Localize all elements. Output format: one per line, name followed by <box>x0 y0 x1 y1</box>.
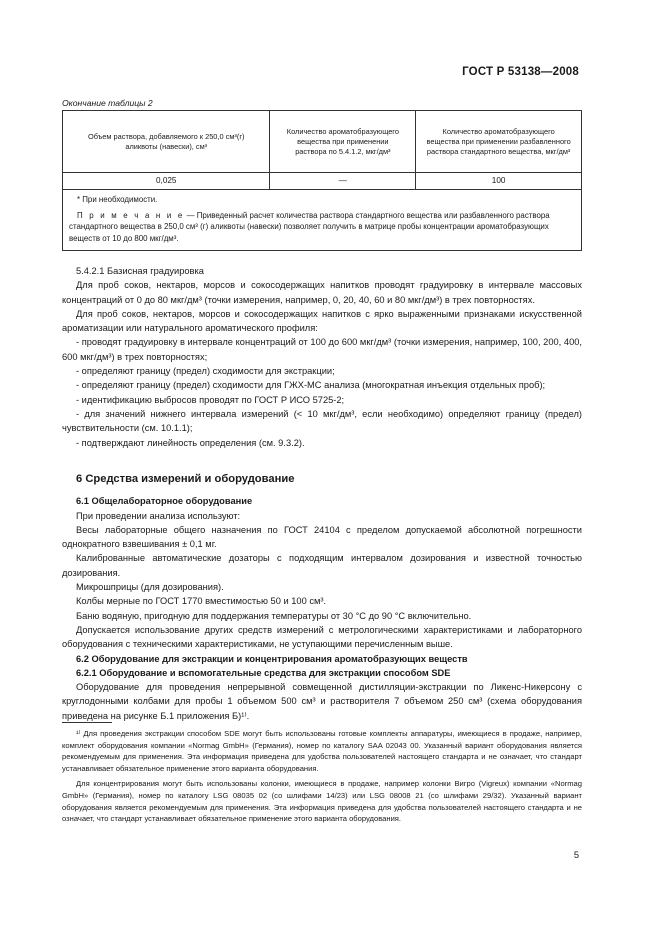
list-item: - определяют границу (предел) сходимости для экстракции; <box>76 366 335 377</box>
table-cell: 0,025 <box>63 173 270 190</box>
section-6 <box>62 472 582 723</box>
paragraph: Оборудование для проведения непрерывной совмещенной дистилляции-экстракции по Ликенс-Никерсону с круглодонными колбами для пробы 1 объемом 500 см³ и растворителя 7 объемом 250 см³ (схема оборудования приведена на рисунке Б.1 приложения Б)¹⁾. <box>62 682 582 721</box>
section-heading: 6 Средства измерений и оборудование <box>76 473 295 485</box>
table-notes <box>63 190 582 251</box>
paragraph: Для проб соков, нектаров, морсов и сокосодержащих напитков проводят градуировку в интервале массовых концентраций от 0 до 80 мкг/дм³ (точки измерения, например, 0, 20, 40, 60 и 80 мкг/дм³) в трех повторностях. <box>62 280 582 305</box>
paragraph: Калиброванные автоматические дозаторы с подходящим интервалом дозирования и известной точностью дозирования. <box>62 553 582 578</box>
table-note <box>69 210 575 245</box>
document-code: ГОСТ Р 53138—2008 <box>462 66 579 78</box>
section-5-4-2-1 <box>62 264 582 450</box>
footnote-separator <box>62 722 112 723</box>
paragraph: Допускается использование других средств измерений с метрологическими характеристиками и лабораторного оборудования с техническими характеристиками, не уступающими перечисленным выше. <box>62 624 582 650</box>
paragraph: Микрошприцы (для дозирования). <box>76 582 224 593</box>
footnotes <box>62 728 582 825</box>
list-item: - проводят градуировку в интервале концентраций от 100 до 600 мкг/дм³ (точки измерения, например, 100, 200, 400, 600 мкг/дм³) в трех повторностях; <box>62 337 582 362</box>
table-row <box>63 173 582 190</box>
column-header: Количество ароматобразующего вещества при применении раствора по 5.4.1.2, мкг/дм³ <box>270 111 416 173</box>
table-caption: Окончание таблицы 2 <box>62 98 153 108</box>
list-item: - подтверждают линейность определения (см. 9.3.2). <box>76 437 305 448</box>
paragraph: Весы лабораторные общего назначения по ГОСТ 24104 с пределом допускаемой абсолютной погрешности однократного взвешивания ± 0,1 мг. <box>62 524 582 550</box>
subsection-heading: 6.1 Общелабораторное оборудование <box>76 496 253 507</box>
note-text: — Приведенный расчет количества раствора стандартного вещества или разбавленного раствора стандартного вещества в 250,0 см³ (г) аликвоты (навески) позволяет получить в матрице пробы концентрации ароматобразующих веществ от 10 до 800 мкг/дм³. <box>69 210 550 243</box>
data-table <box>62 110 582 251</box>
list-item: - для значений нижнего интервала измерений (< 10 мкг/дм³, если необходимо) определяют границу (предел) чувствительности (см. 10.1.1); <box>62 408 582 434</box>
column-header: Объем раствора, добавляемого к 250,0 см³(г) аликвоты (навески), см³ <box>63 111 270 173</box>
subsection-heading: 5.4.2.1 Базисная градуировка <box>76 266 204 276</box>
column-header: Количество ароматобразующего вещества при применении разбавленного раствора стандартного вещества, мкг/дм³ <box>416 111 582 173</box>
note-label: П р и м е ч а н и е <box>77 210 185 220</box>
paragraph: Колбы мерные по ГОСТ 1770 вместимостью 50 и 100 см³. <box>76 596 327 607</box>
paragraph: При проведении анализа используют: <box>76 510 241 521</box>
footnote: ¹⁾ Для проведения экстракции способом SDE могут быть использованы готовые комплекты аппаратуры, имеющиеся в продаже, например, комплект оборудования компании «Normag GmbH» (Германия), номер по каталогу SAA 02043 00. Указанный вариант оборудования является рекомендуемым для применения. Эта информация приведена для удобства пользователей настоящего стандарта и не означает, что стандарт устанавливает обязательное применение этого варианта оборудования. <box>62 729 582 773</box>
subsection-heading: 6.2.1 Оборудование и вспомогательные средства для экстракции способом SDE <box>76 667 451 678</box>
page-number: 5 <box>573 850 579 860</box>
table-cell: 100 <box>416 173 582 190</box>
list-item: - определяют границу (предел) сходимости для ГЖХ-МС анализа (многократная инъекция отдельных проб); <box>76 380 546 391</box>
table-footnote: * При необходимости. <box>77 195 158 204</box>
table-cell: — <box>270 173 416 190</box>
footnote: Для концентрирования могут быть использованы колонки, имеющиеся в продаже, например колонки Вигро (Vigreux) компании «Normag GmbH» (Германия), номер по каталогу LSG 08035 02 (со шлифами 14/23) или LSG 08008 21 (со шлифами 29/32). Указанный вариант оборудования является рекомендуемым для применения. Эта информация приведена для удобства пользователей настоящего стандарта и не означает, что стандарт устанавливает обязательное применение этого варианта оборудования. <box>62 779 582 824</box>
paragraph: Баню водяную, пригодную для поддержания температуры от 30 °C до 90 °C включительно. <box>76 610 472 621</box>
paragraph: Для проб соков, нектаров, морсов и сокосодержащих напитков с ярко выраженными признаками искусственной ароматизации или натурального ароматического профиля: <box>62 308 582 334</box>
subsection-heading: 6.2 Оборудование для экстракции и концентрирования ароматобразующих веществ <box>76 653 468 664</box>
table-header-row <box>63 111 582 173</box>
table-notes-row <box>63 190 582 251</box>
list-item: - идентификацию выбросов проводят по ГОСТ Р ИСО 5725-2; <box>76 394 345 405</box>
